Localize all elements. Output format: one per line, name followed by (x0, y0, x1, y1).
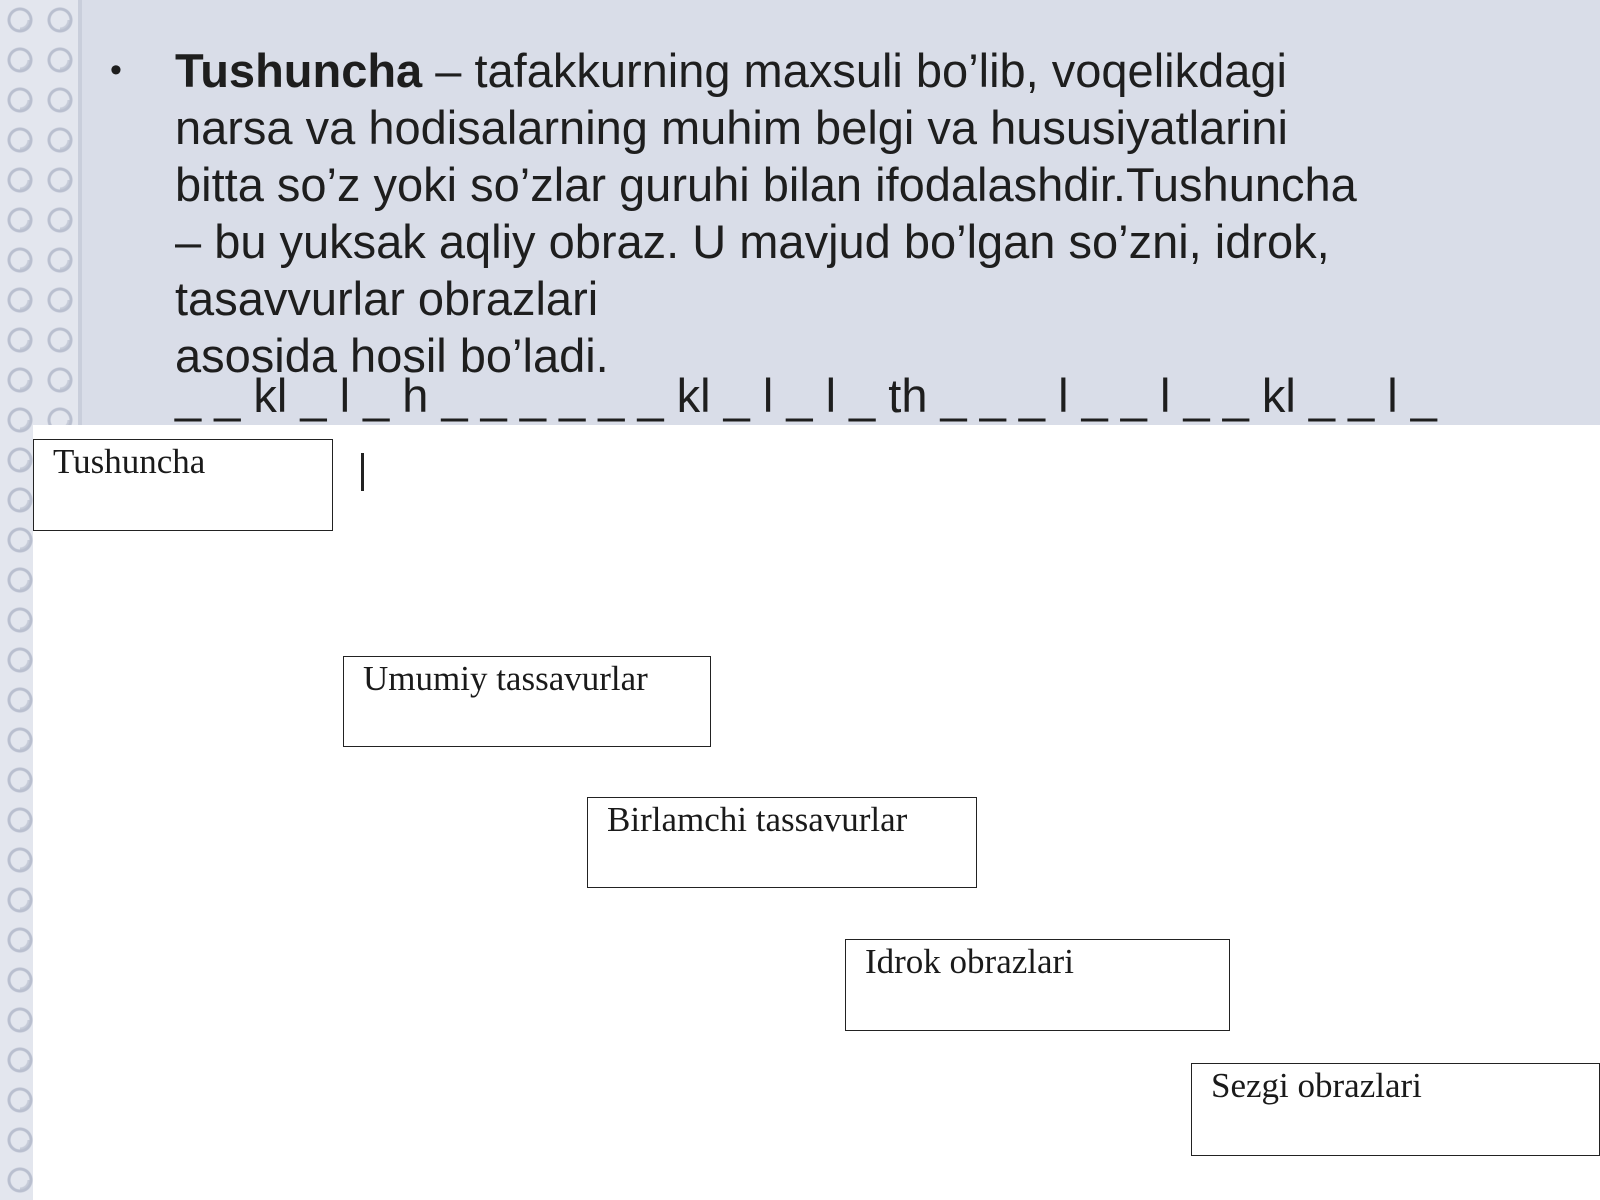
cut-off-text: _ _ kl _ l _ h _ _ _ _ _ _ kl _ l _ l _ th _ _ _ l _ _ l _ _ kl _ _ l _ (175, 369, 1437, 422)
box-label: Birlamchi tassavurlar (607, 800, 908, 839)
box-umumiy-tassavurlar[interactable] (343, 656, 711, 747)
box-birlamchi-tassavurlar[interactable] (587, 797, 977, 888)
definition-paragraph (175, 42, 1550, 384)
box-tushuncha[interactable] (33, 439, 333, 531)
box-label: Umumiy tassavurlar (363, 659, 648, 698)
box-label: Tushuncha (53, 442, 206, 481)
ornament-edge (78, 0, 82, 425)
definition-text: – tafakkurning maxsuli bo’lib, voqelikdagi narsa va hodisalarning muhim belgi va hususiyatlarini bitta so’z yoki so’zlar guruhi bilan ifodalashdir.Tushuncha – bu yuksak aqliy obraz. U mavjud bo’lgan so’zni, idrok, tasavvurlar obrazlari asosida hosil bo’ladi. (175, 44, 1357, 382)
bullet-point: • (110, 51, 122, 89)
box-sezgi-obrazlari[interactable] (1191, 1063, 1600, 1156)
text-cursor (361, 453, 364, 491)
slide-text-block (110, 42, 1550, 384)
box-label: Sezgi obrazlari (1211, 1066, 1422, 1105)
box-label: Idrok obrazlari (865, 942, 1074, 981)
box-idrok-obrazlari[interactable] (845, 939, 1230, 1031)
cut-off-text-line (175, 369, 1475, 424)
term-heading: Tushuncha (175, 44, 423, 97)
